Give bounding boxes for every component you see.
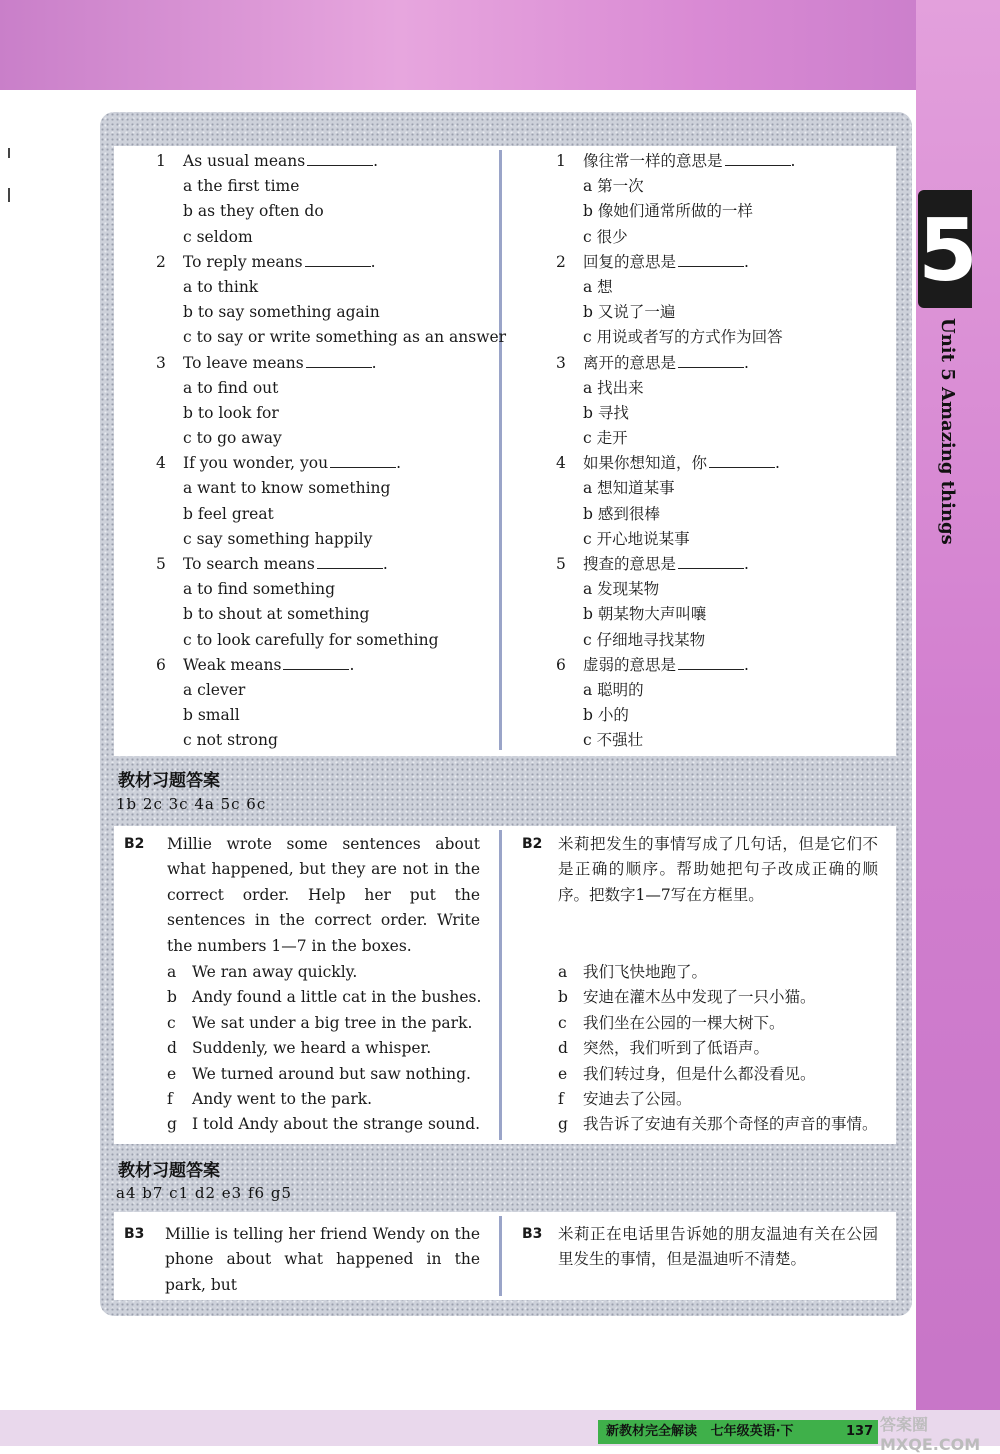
question-number: 2 [156, 252, 166, 271]
column-divider [499, 150, 502, 750]
option-item: c 用说或者写的方式作为回答 [583, 328, 783, 347]
sentence-text: We ran away quickly. [192, 963, 358, 981]
sentence-letter: f [558, 1089, 564, 1108]
option-item: c 走开 [583, 429, 628, 448]
period: . [775, 454, 780, 473]
option-item: a want to know something [183, 479, 391, 498]
footer-book-title [606, 1420, 794, 1444]
question-stem [156, 250, 492, 275]
sentence-letter: e [167, 1064, 177, 1083]
answer-blank [678, 251, 744, 267]
question-stem [156, 653, 492, 678]
option-item: b small [183, 706, 240, 725]
period: . [744, 555, 749, 573]
b2-sentences-en [167, 960, 481, 1138]
b3-instruction-en: Millie is telling her friend Wendy on the phone about what happened in the park, but [165, 1225, 480, 1294]
option-item: b to say something again [183, 303, 380, 322]
b2-instruction-zh: 米莉把发生的事情写成了几句话，但是它们不是正确的顺序。帮助她把句子改成正确的顺序。把数字1—7写在方框里。 [558, 835, 878, 904]
answer-blank [709, 452, 775, 468]
period: . [373, 152, 379, 170]
option-item: b 寻找 [583, 403, 629, 422]
sentence-item [558, 960, 878, 985]
sentence-letter: a [167, 963, 177, 981]
b2-sentences-zh [558, 960, 878, 1138]
question-stem [556, 149, 896, 174]
option-item: a 第一次 [583, 177, 644, 196]
sentence-text: 我们坐在公园的一棵大树下。 [583, 1013, 785, 1032]
question-stem [556, 653, 896, 678]
sentence-letter: c [167, 1013, 176, 1032]
sentence-item [558, 1036, 878, 1061]
sentence-text: We sat under a big tree in the park. [192, 1013, 473, 1032]
period: . [370, 252, 376, 271]
vocab-questions-zh [556, 149, 896, 754]
answer-blank [317, 553, 383, 569]
sentence-item [167, 985, 481, 1010]
b3-label: B3 [124, 1226, 145, 1242]
b2-label: B2 [124, 836, 145, 852]
sentence-item [558, 985, 878, 1010]
period: . [349, 655, 355, 674]
answer-blank [283, 654, 349, 670]
header-band [0, 0, 1000, 90]
sentence-item [558, 1087, 878, 1112]
option-item: a the first time [183, 177, 300, 196]
watermark: 答案圈 MXQE.COM [880, 1415, 981, 1454]
option-item: a 发现某物 [583, 580, 660, 599]
option-item: b to shout at something [183, 605, 370, 624]
question-text: To search means [183, 555, 315, 573]
option-item: c to look carefully for something [183, 630, 439, 649]
period: . [371, 353, 377, 372]
period: . [396, 454, 402, 473]
question-number: 3 [156, 353, 166, 372]
sentence-letter: d [167, 1039, 177, 1058]
sentence-text: 安迪在灌木丛中发现了一只小猫。 [583, 988, 816, 1007]
b2-instruction-en: Millie wrote some sentences about what happened, but they are not in the correct order. Help her put the sentences in the correct order. Write the numbers 1—7 in the boxes. [167, 835, 480, 955]
option-item: a to find something [183, 580, 336, 599]
question-number: 5 [556, 555, 566, 573]
option-item: a 想 [583, 277, 613, 296]
question-text: 虚弱的意思是 [583, 655, 677, 674]
question-text: To leave means [183, 353, 304, 372]
sentence-item [167, 1087, 481, 1112]
period: . [744, 655, 749, 674]
option-item: c not strong [183, 731, 278, 750]
column-divider [499, 1216, 502, 1296]
sentence-item [558, 1011, 878, 1036]
sentence-text: 突然，我们听到了低语声。 [583, 1039, 770, 1058]
question-stem [556, 552, 896, 577]
b3-label-zh: B3 [522, 1226, 543, 1242]
question-text: Weak means [183, 655, 282, 674]
option-item: a to think [183, 277, 259, 296]
sentence-text: Andy went to the park. [192, 1089, 373, 1108]
sentence-letter: a [558, 963, 568, 981]
unit-number: 5 [918, 201, 978, 301]
option-item: b feel great [183, 504, 274, 523]
question-number: 1 [556, 152, 566, 170]
sentence-item [558, 1062, 878, 1087]
question-number: 3 [556, 353, 566, 372]
option-item: a 聪明的 [583, 680, 644, 699]
sentence-text: We turned around but saw nothing. [192, 1064, 471, 1083]
vocab-questions-en [156, 149, 507, 754]
question-text: 回复的意思是 [583, 252, 677, 271]
question-number: 5 [156, 555, 166, 573]
unit-title: Unit 5 Amazing things [937, 318, 958, 545]
answer-blank [678, 654, 744, 670]
sentence-letter: c [558, 1013, 567, 1032]
column-divider [499, 830, 502, 1140]
sentence-item [167, 1036, 481, 1061]
sentence-text: 安迪去了公园。 [583, 1089, 692, 1108]
answer-blank [678, 352, 744, 368]
question-text: 如果你想知道，你 [583, 454, 708, 473]
question-stem [556, 351, 896, 376]
option-item: b 朝某物大声叫嚷 [583, 605, 707, 624]
page-number: 137 [846, 1424, 874, 1439]
answer-blank [305, 251, 371, 267]
scan-mark [8, 188, 10, 202]
answer-blank [306, 352, 372, 368]
sentence-item [167, 1112, 481, 1137]
option-item: c to say or write something as an answer [183, 328, 507, 347]
b2-label-zh: B2 [522, 836, 543, 852]
sentence-item [167, 1011, 481, 1036]
option-item: b 又说了一遍 [583, 303, 676, 322]
option-item: b to look for [183, 403, 279, 422]
sentence-letter: b [558, 988, 568, 1007]
question-stem [556, 451, 896, 476]
question-number: 1 [156, 152, 166, 170]
scan-mark [8, 148, 10, 158]
answers-text: 1b 2c 3c 4a 5c 6c [116, 795, 267, 813]
period: . [790, 152, 796, 170]
answers-heading: 教材习题答案 [118, 1161, 220, 1181]
option-item: c 开心地说某事 [583, 529, 690, 548]
sentence-letter: d [558, 1039, 568, 1058]
question-stem [156, 451, 492, 476]
question-text: If you wonder, you [183, 454, 329, 473]
sentence-text: 我告诉了安迪有关那个奇怪的声音的事情。 [583, 1115, 878, 1134]
question-number: 2 [556, 252, 566, 271]
question-stem [156, 351, 492, 376]
option-item: b 像她们通常所做的一样 [583, 202, 753, 221]
sentence-text: 我们飞快地跑了。 [583, 963, 708, 981]
book-title: 新教材完全解读 [606, 1424, 698, 1439]
option-item: c say something happily [183, 529, 373, 548]
sentence-letter: g [558, 1115, 568, 1134]
option-item: c 很少 [583, 227, 628, 246]
sentence-letter: b [167, 988, 177, 1007]
option-item: b as they often do [183, 202, 324, 221]
option-item: c seldom [183, 227, 253, 246]
question-number: 6 [556, 655, 566, 674]
answers-heading: 教材习题答案 [118, 771, 220, 791]
option-item: c to go away [183, 429, 282, 448]
option-item: c 不强壮 [583, 731, 644, 750]
question-text: To reply means [183, 252, 303, 271]
period: . [744, 252, 749, 271]
question-stem [156, 552, 492, 577]
sentence-text: Andy found a little cat in the bushes. [192, 988, 482, 1007]
sentence-item [167, 1062, 481, 1087]
sentence-letter: f [167, 1089, 173, 1108]
answer-blank [725, 150, 791, 166]
sentence-letter: g [167, 1115, 177, 1134]
question-number: 4 [556, 454, 566, 473]
sentence-item [558, 1112, 878, 1137]
b3-instruction-zh: 米莉正在电话里告诉她的朋友温迪有关在公园里发生的事情，但是温迪听不清楚。 [558, 1225, 878, 1269]
option-item: a clever [183, 680, 246, 699]
option-item: a 找出来 [583, 378, 644, 397]
question-stem [156, 149, 492, 174]
question-text: 像往常一样的意思是 [583, 152, 723, 170]
question-text: As usual means [183, 152, 306, 170]
grade-subject: 七年级英语·下 [710, 1424, 794, 1439]
sentence-item [167, 960, 481, 985]
option-item: b 感到很棒 [583, 504, 660, 523]
option-item: b 小的 [583, 706, 629, 725]
answer-blank [307, 150, 373, 166]
question-text: 离开的意思是 [583, 353, 677, 372]
question-text: 搜查的意思是 [583, 555, 677, 573]
answer-blank [678, 553, 744, 569]
answers-text: a4 b7 c1 d2 e3 f6 g5 [116, 1184, 292, 1202]
question-stem [556, 250, 896, 275]
sentence-text: I told Andy about the strange sound. [192, 1115, 481, 1134]
option-item: c 仔细地寻找某物 [583, 630, 706, 649]
period: . [382, 555, 388, 573]
period: . [744, 353, 749, 372]
option-item: a to find out [183, 378, 279, 397]
answer-blank [330, 452, 396, 468]
sentence-letter: e [558, 1064, 568, 1083]
question-number: 4 [156, 454, 166, 473]
question-number: 6 [156, 655, 166, 674]
sentence-text: 我们转过身，但是什么都没看见。 [583, 1064, 816, 1083]
sentence-text: Suddenly, we heard a whisper. [192, 1039, 432, 1058]
option-item: a 想知道某事 [583, 479, 675, 498]
